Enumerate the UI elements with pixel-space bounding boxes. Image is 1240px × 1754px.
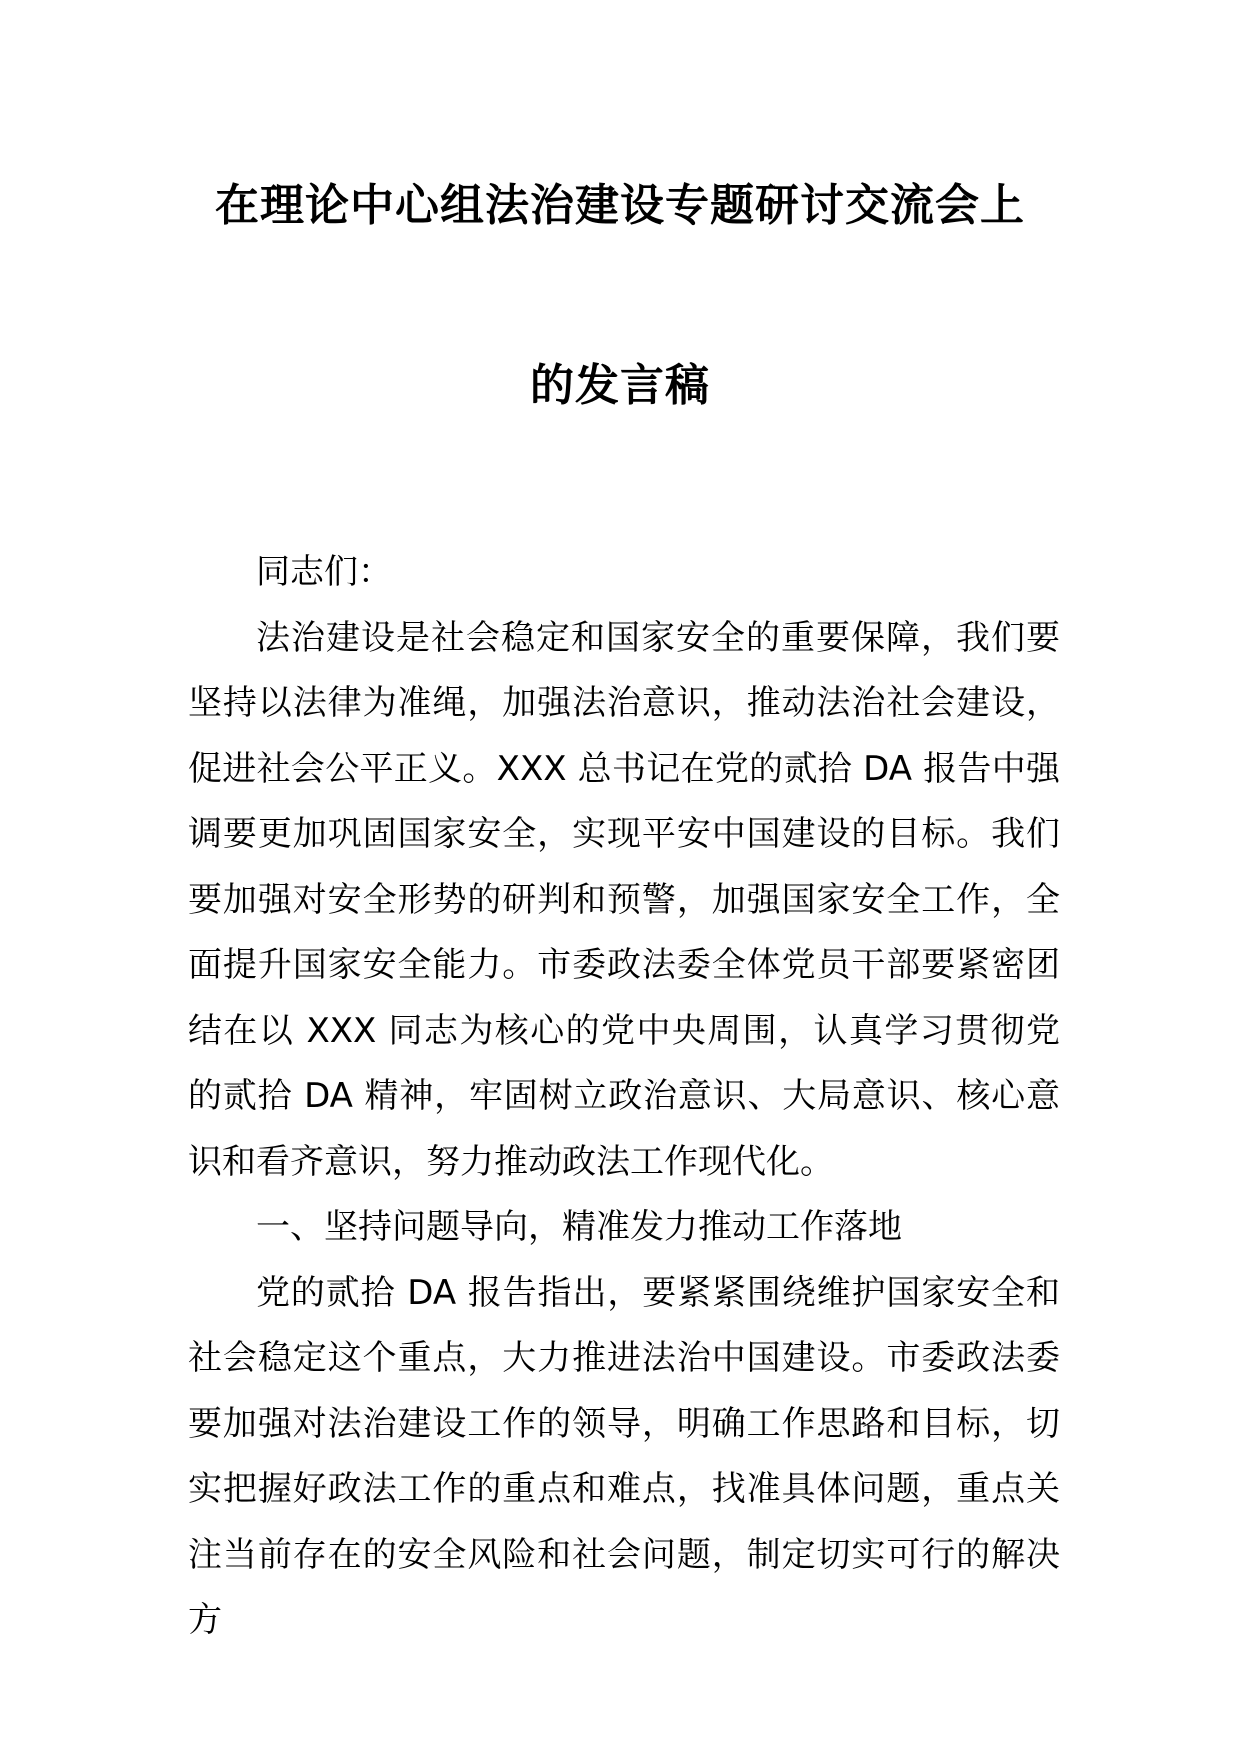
document-body bbox=[188, 540, 1060, 1654]
document-title-line-1: 在理论中心组法治建设专题研讨交流会上 bbox=[215, 180, 1025, 231]
body-paragraph: 党的贰拾 DA 报告指出，要紧紧围绕维护国家安全和社会稳定这个重点，大力推进法治中国建设。市委政法委要加强对法治建设工作的领导，明确工作思路和目标，切实把握好政法工作的重点和难点，找准具体问题，重点关注当前存在的安全风险和社会问题，制定切实可行的解决方 bbox=[188, 1272, 1060, 1640]
salutation: 同志们： bbox=[256, 552, 392, 592]
body-paragraph: 法治建设是社会稳定和国家安全的重要保障，我们要坚持以法律为准绳，加强法治意识，推动法治社会建设，促进社会公平正义。XXX 总书记在党的贰拾 DA 报告中强调要更加巩固国家安全，实现平安中国建设的目标。我们要加强对安全形势的研判和预警，加强国家安全工作，全面提升国家安全能力。市委政法委全体党员干部要紧密团结在以 XXX 同志为核心的党中央周围，认真学习贯彻党的贰拾 DA 精神，牢固树立政治意识、大局意识、核心意识和看齐意识，努力推动政法工作现代化。 bbox=[188, 617, 1060, 1182]
section-heading: 一、坚持问题导向，精准发力推动工作落地 bbox=[256, 1207, 902, 1247]
document-title-line-2: 的发言稿 bbox=[530, 360, 710, 411]
